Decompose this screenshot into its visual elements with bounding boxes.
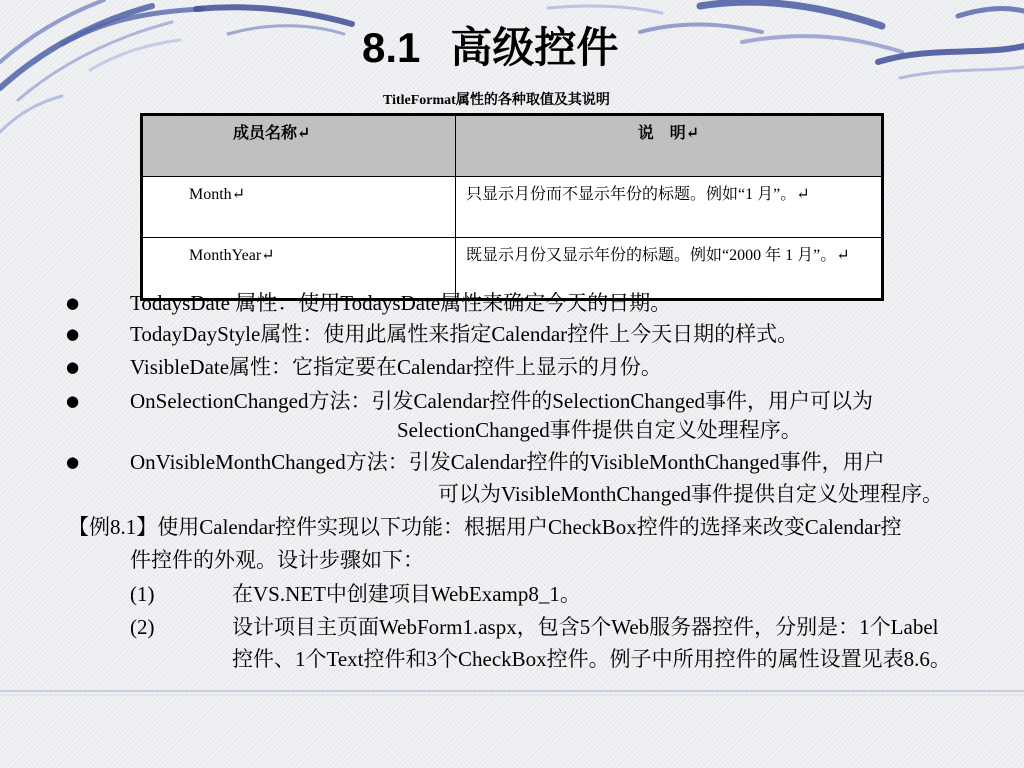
step-number: (1) [130,582,155,606]
table-cell-description: 只显示月份而不显示年份的标题。例如“1 月”。↵ [456,177,883,238]
step-number: (2) [130,615,155,639]
brush-stroke [640,24,762,32]
title-format-table [140,113,884,301]
brush-stroke [742,36,902,52]
bullet-onselectionchanged-continued: SelectionChanged事件提供自定义处理程序。 [397,418,802,442]
table-cell-description: 既显示月份又显示年份的标题。例如“2000 年 1 月”。↵ [456,238,883,300]
brush-stroke [878,46,1024,62]
table-cell-member: MonthYear↵ [142,238,456,300]
title-section-number: 8.1 [362,24,421,71]
brush-stroke [228,26,344,34]
example-intro-continued: 件控件的外观。设计步骤如下： [130,548,424,572]
example-intro: 【例8.1】使用Calendar控件实现以下功能：根据用户CheckBox控件的选择来改变Calendar控 [68,515,902,539]
slide-title [362,22,618,74]
bullet-todaysdate: TodaysDate 属性：使用TodaysDate属性来确定今天的日期。 [130,291,672,315]
bullet-icon: ● [66,453,80,471]
bullet-visibledate: VisibleDate属性：它指定要在Calendar控件上显示的月份。 [130,355,662,379]
bullet-icon: ● [66,358,80,376]
bullet-icon: ● [66,325,80,343]
bullet-onselectionchanged: OnSelectionChanged方法：引发Calendar控件的SelectionChanged事件，用户可以为 [130,389,874,413]
table-cell-member: Month↵ [142,177,456,238]
table-row [142,177,883,238]
brush-stroke [900,67,1024,78]
title-text: 高级控件 [450,24,619,71]
brush-stroke [0,96,62,132]
bullet-onvisiblemonthchanged-continued: 可以为VisibleMonthChanged事件提供自定义处理程序。 [438,482,944,506]
step-text: 在VS.NET中创建项目WebExamp8_1。 [232,582,581,606]
table-header-row [142,115,883,177]
step-text: 设计项目主页面WebForm1.aspx，包含5个Web服务器控件，分别是：1个Label [232,615,939,639]
brush-stroke [700,2,882,26]
table-header-description: 说 明↵ [456,115,883,177]
step-text-continued: 控件、1个Text控件和3个CheckBox控件。例子中所用控件的属性设置见表8.6。 [232,647,951,671]
brush-stroke [196,7,352,24]
brush-stroke [548,6,662,13]
bullet-icon: ● [66,294,80,312]
brush-stroke [958,9,1024,16]
bullet-onvisiblemonthchanged: OnVisibleMonthChanged方法：引发Calendar控件的VisibleMonthChanged事件，用户 [130,450,885,474]
table-header-member-name: 成员名称↵ [142,115,456,177]
table-caption: TitleFormat属性的各种取值及其说明 [383,93,610,108]
bullet-icon: ● [66,392,80,410]
bullet-todaydaystyle: TodayDayStyle属性：使用此属性来指定Calendar控件上今天日期的样式。 [130,322,799,346]
brush-stroke [90,40,180,70]
